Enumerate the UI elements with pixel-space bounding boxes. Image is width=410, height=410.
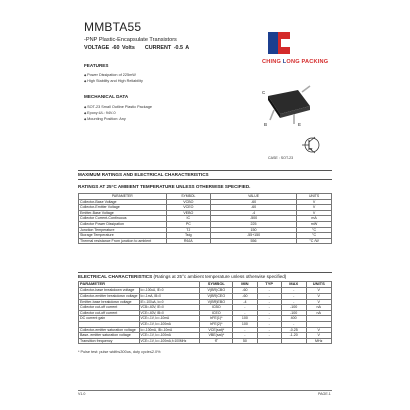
cell: hFE(1)*: [200, 316, 233, 322]
mechanical-list: [84, 104, 152, 122]
cell: Emitter-base breakdown voltage: [79, 299, 140, 305]
cell: V: [297, 199, 332, 205]
pulse-test-footnote: * Pulse test: pulse width≤300us, duty cycle≤2.0%: [78, 350, 161, 354]
cell: 100: [233, 316, 257, 322]
cell: -500: [210, 216, 296, 222]
cell: Collector-emitter breakdown voltage: [80, 294, 138, 299]
cell: Collector-Emitter Voltage: [79, 205, 167, 211]
cell: V(BR)CBO: [200, 288, 233, 294]
cell: Emitter-Base Voltage: [79, 210, 167, 216]
cell: [257, 338, 281, 344]
col-value: VALUE: [210, 194, 296, 200]
cell: DC current gain: [79, 316, 140, 322]
cell: V: [306, 327, 332, 333]
cell: V: [306, 333, 332, 339]
cell: V(BR)CEO: [200, 293, 233, 299]
brand-name-part2: L: [282, 59, 287, 65]
cell: VBE(sat)*: [200, 333, 233, 339]
cell: -: [233, 310, 257, 316]
pin-label-e: E: [298, 122, 302, 127]
cell: -: [257, 327, 281, 333]
cell: Collector-Base Voltage: [79, 199, 167, 205]
col-max: MAX: [281, 282, 306, 288]
cell: hFE(2)*: [200, 321, 233, 327]
col-symbol: SYMBOL: [166, 194, 210, 200]
cell: °C: [297, 233, 332, 239]
cell: Collector-emitter saturation voltage: [79, 327, 140, 333]
col-symbol: SYMBOL: [200, 282, 233, 288]
electrical-title-rest: (Ratings at 25°c ambient temperature unless otherwise specified): [152, 274, 287, 279]
cell: -60: [233, 293, 257, 299]
cell: VCE=-1V, Ic=-100mA: [139, 333, 200, 339]
cell: Tstg: [166, 233, 210, 239]
cell: -: [233, 327, 257, 333]
cell: -1.20: [281, 333, 306, 339]
cell: IE=-100uA, Ic=0: [139, 299, 200, 305]
cell: -: [281, 299, 306, 305]
cell: mA: [297, 216, 332, 222]
cell: -: [257, 288, 281, 294]
cell: VEBO: [166, 210, 210, 216]
cell: VCE=-60V, IB=0: [139, 310, 200, 316]
col-parameter: PARAMETER: [79, 194, 167, 200]
cell: °C: [297, 227, 332, 233]
col-typ: TYP: [257, 282, 281, 288]
cell: nA: [306, 310, 332, 316]
brand-name: [262, 59, 328, 65]
cell: VCB=-60V, IE=0: [139, 305, 200, 311]
cell: VCE(sat)*: [200, 327, 233, 333]
cell: ICBO: [200, 305, 233, 311]
cell: MHz: [306, 338, 332, 344]
cell: fT: [200, 338, 233, 344]
sot23-package-icon: [254, 84, 318, 128]
cell: -: [257, 293, 281, 299]
table-row: [79, 338, 332, 344]
pnp-transistor-symbol-icon: [300, 134, 322, 156]
cell: Junction Temperature: [79, 227, 167, 233]
list-item: ◆ High Stability and High Reliability: [84, 78, 143, 84]
voltage-current-line: [84, 45, 189, 51]
mechanical-title: MECHANICAL DATA: [84, 94, 129, 99]
cell: 100: [233, 321, 257, 327]
footer-version: V1.0: [78, 392, 86, 396]
cell: VCE=-1V, Ic=-100mA: [139, 321, 200, 327]
cell: nA: [306, 305, 332, 311]
footer-page: PAGE.1: [318, 392, 331, 396]
cell: -0.25: [281, 327, 306, 333]
cell: V(BR)EBO: [200, 299, 233, 305]
cell: -: [257, 305, 281, 311]
cell: Collector cut-off current: [79, 305, 140, 311]
max-ratings-section-title: MAXIMUM RATINGS AND ELECTRICAL CHARACTERISTICS: [78, 170, 332, 180]
cell: V: [306, 288, 332, 294]
cell: ICEO: [200, 310, 233, 316]
cell: VCBO: [166, 199, 210, 205]
brand-name-part3: ONG PACKING: [286, 59, 329, 65]
current-value: -0.5 A: [173, 45, 190, 51]
voltage-value: -60 Volts: [111, 45, 135, 51]
features-title: FEATURES: [84, 63, 109, 68]
list-item: ◆ SOT-23 Small Outline Plastic Package: [84, 104, 152, 110]
cell: -: [257, 333, 281, 339]
cell: TJ: [166, 227, 210, 233]
cell: 225: [210, 221, 296, 227]
cell: Ic=-1mA, IB=0: [139, 293, 200, 299]
cell: -: [257, 299, 281, 305]
col-min: MIN: [233, 282, 257, 288]
current-label: CURRENT: [144, 45, 172, 51]
features-list: [84, 72, 143, 84]
pin-label-b: B: [264, 122, 268, 127]
cell: VCE=-1V, Ic=-10mA: [139, 316, 200, 322]
cell: Collector Power Dissipation: [79, 221, 167, 227]
cell: -: [281, 321, 306, 327]
cell: Ic=-100mA, IB=-10mA: [139, 327, 200, 333]
cell: Ic=-100uA, IE=0: [139, 288, 200, 294]
cell: V: [306, 299, 332, 305]
cell: IC: [166, 216, 210, 222]
cell: VCEO: [166, 205, 210, 211]
cell: -: [281, 293, 306, 299]
cell: Thermal resistance From junction to ambient: [79, 238, 167, 244]
cell: -60: [233, 288, 257, 294]
cell: -: [281, 288, 306, 294]
cell: -: [257, 321, 281, 327]
cell: RθJA: [166, 238, 210, 244]
cell: -100: [281, 305, 306, 311]
brand-name-part1: CHING: [262, 59, 283, 65]
pin-label-c: C: [262, 90, 266, 95]
cell: -100: [281, 310, 306, 316]
cell: Collector cut-off current: [79, 310, 140, 316]
cell: -: [233, 333, 257, 339]
cell: -60: [210, 205, 296, 211]
part-subtitle: -PNP Plastic-Encapsulate Transistors: [84, 37, 177, 43]
table-row: [79, 238, 332, 244]
package-caption: CASE : SOT-23: [268, 156, 294, 160]
electrical-title-bold: ELECTRICAL CHARACTERISTICS: [78, 274, 153, 279]
cell: -55+150: [210, 233, 296, 239]
col-units: UNITS: [297, 194, 332, 200]
cell: mW: [297, 221, 332, 227]
list-item: ◆ Power Dissipation of 225mW: [84, 72, 143, 78]
electrical-characteristics-table: [78, 281, 332, 344]
cell: Storage Temperature: [79, 233, 167, 239]
cell: 400: [281, 316, 306, 322]
ratings-table-title: RATINGS AT 25°C AMBIENT TEMPERATURE UNLESS OTHERWISE SPECIFIED.: [78, 184, 251, 189]
cell: V: [297, 210, 332, 216]
cell: °C /W: [297, 238, 332, 244]
cell: 556: [210, 238, 296, 244]
cell: VCE=-1V, Ic=-100mA,f=100MHz: [139, 338, 200, 344]
cell: Transition frequency: [79, 338, 140, 344]
cell: Collector Current-Continuous: [79, 216, 167, 222]
voltage-label: VOLTAGE: [84, 45, 110, 51]
cell: -60: [210, 199, 296, 205]
brand-logo-icon: [268, 32, 290, 54]
list-item: ◆ Epoxy:UL: 94V-0: [84, 110, 152, 116]
cell: [281, 338, 306, 344]
cell: Base- emitter saturation voltage: [79, 333, 140, 339]
col-parameter: PARAMETER: [79, 282, 200, 288]
cell: -: [257, 310, 281, 316]
cell: -4: [210, 210, 296, 216]
cell: V: [306, 293, 332, 299]
cell: -: [233, 305, 257, 311]
part-number: MMBTA55: [84, 20, 142, 34]
cell: -: [257, 316, 281, 322]
cell: -4: [233, 299, 257, 305]
max-ratings-table: [78, 193, 332, 244]
footer-divider: [78, 390, 332, 391]
cell: PC: [166, 221, 210, 227]
cell: V: [297, 205, 332, 211]
col-units: UNITS: [306, 282, 332, 288]
cell: Collector-base breakdown voltage: [79, 288, 140, 294]
cell: 150: [210, 227, 296, 233]
cell: 50: [233, 338, 257, 344]
list-item: ◆ Mounting Position: Any: [84, 116, 152, 122]
